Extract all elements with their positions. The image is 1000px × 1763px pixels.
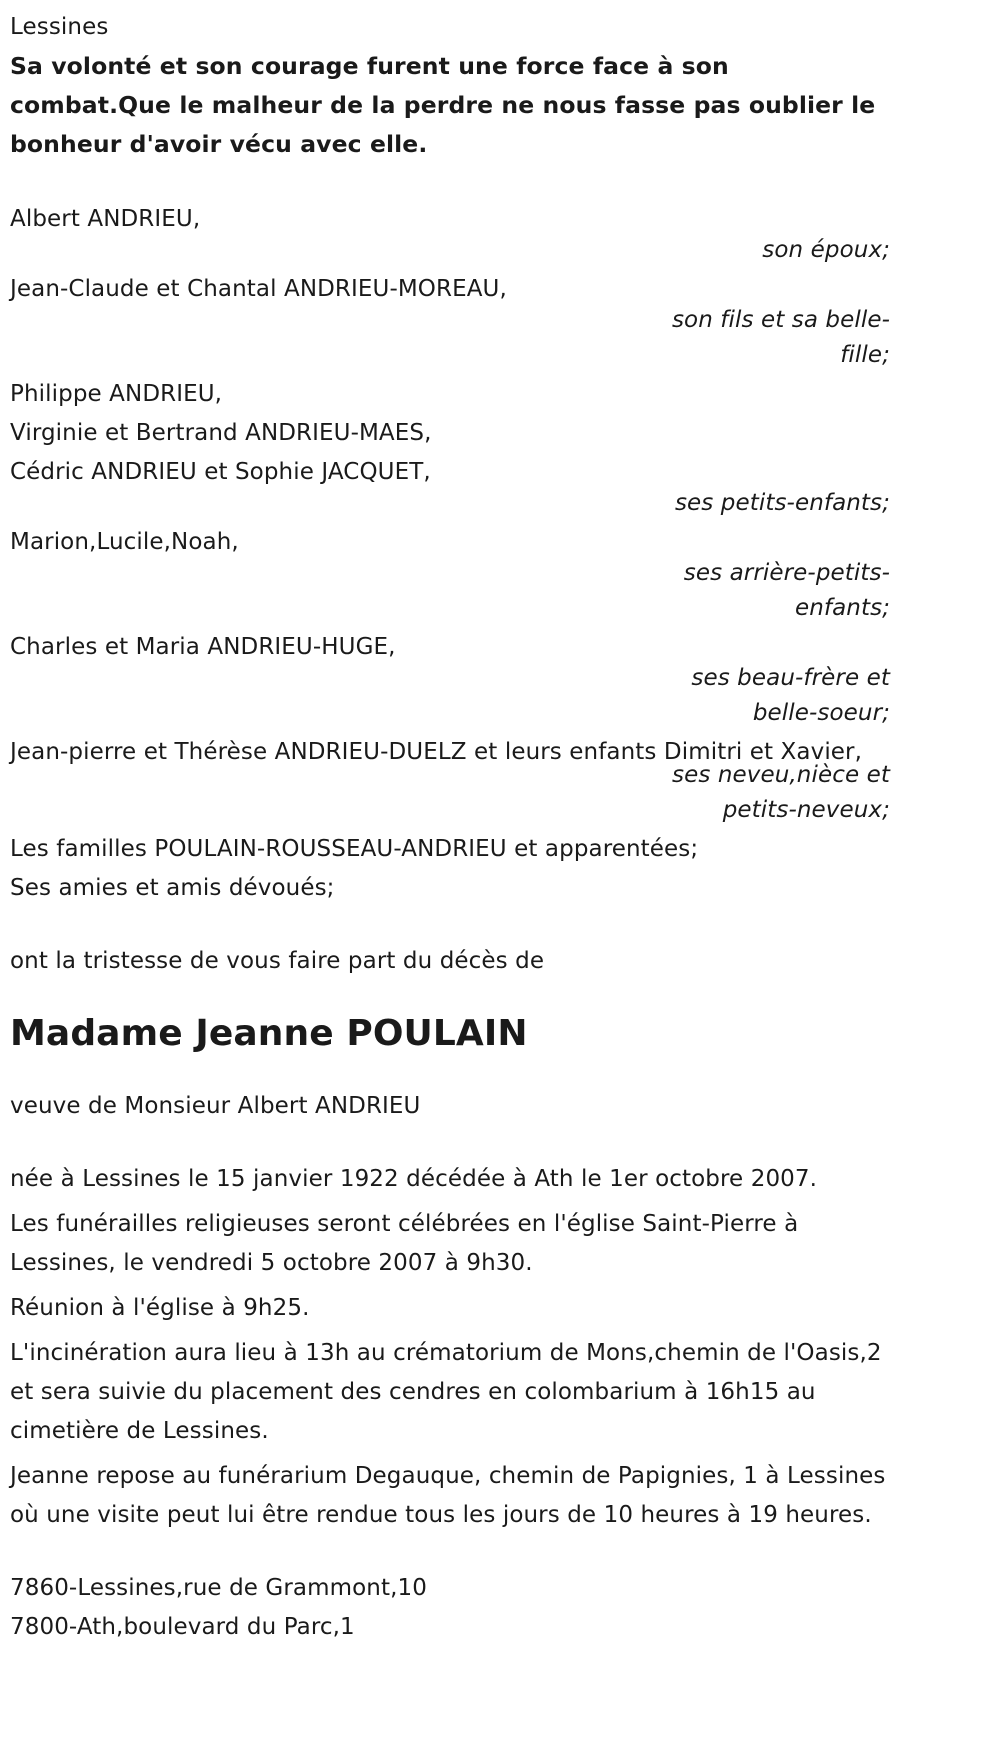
address-line: 7800-Ath,boulevard du Parc,1	[10, 1614, 355, 1640]
location-label: Lessines	[10, 14, 109, 40]
visitation-details: Jeanne repose au funérarium Degauque, chemin de Papignies, 1 à Lessines où une visite peut lui être rendue tous les jours de 10 heures à 19 heures.	[10, 1463, 886, 1528]
family-group	[10, 523, 890, 626]
family-group	[10, 200, 890, 268]
deceased-name: Madame Jeanne POULAIN	[10, 1013, 528, 1054]
family-member: Jean-pierre et Thérèse ANDRIEU-DUELZ et leurs enfants Dimitri et Xavier,	[10, 739, 863, 765]
funeral-details: Les funérailles religieuses seront célébrées en l'église Saint-Pierre à Lessines, le vendredi 5 octobre 2007 à 9h30.	[10, 1211, 799, 1276]
memorial-quote: Sa volonté et son courage furent une force face à son combat.Que le malheur de la perdre ne nous fasse pas oublier le bonheur d'avoir vécu avec elle.	[10, 52, 876, 158]
family-relation: ses arrière-petits-enfants;	[683, 560, 890, 621]
birth-death-details: née à Lessines le 15 janvier 1922 décédée à Ath le 1er octobre 2007.	[10, 1166, 818, 1192]
family-group	[10, 375, 890, 521]
family-group	[10, 270, 890, 373]
family-member: Virginie et Bertrand ANDRIEU-MAES,	[10, 420, 432, 446]
family-member: Philippe ANDRIEU,	[10, 381, 223, 407]
family-group	[10, 733, 890, 828]
family-member: Cédric ANDRIEU et Sophie JACQUET,	[10, 459, 431, 485]
announcement-text: ont la tristesse de vous faire part du décès de	[10, 948, 545, 974]
address-line: 7860-Lessines,rue de Grammont,10	[10, 1575, 427, 1601]
family-group	[10, 628, 890, 731]
family-relation: ses petits-enfants;	[674, 490, 890, 516]
family-member: Albert ANDRIEU,	[10, 206, 201, 232]
family-member: Jean-Claude et Chantal ANDRIEU-MOREAU,	[10, 276, 507, 302]
family-relation: ses neveu,nièce et petits-neveux;	[672, 762, 890, 823]
obituary-text	[10, 8, 890, 1647]
family-member: Charles et Maria ANDRIEU-HUGE,	[10, 634, 396, 660]
extended-family-line: Les familles POULAIN-ROUSSEAU-ANDRIEU et apparentées;	[10, 836, 699, 862]
family-relation: son fils et sa belle-fille;	[671, 307, 890, 368]
family-relation: ses beau-frère et belle-soeur;	[691, 665, 890, 726]
cremation-details: L'incinération aura lieu à 13h au crématorium de Mons,chemin de l'Oasis,2 et sera suivie du placement des cendres en colombarium à 16h15 au cimetière de Lessines.	[10, 1340, 882, 1444]
meeting-details: Réunion à l'église à 9h25.	[10, 1295, 310, 1321]
family-member: Marion,Lucile,Noah,	[10, 529, 239, 555]
widow-of-text: veuve de Monsieur Albert ANDRIEU	[10, 1093, 421, 1119]
extended-family-line: Ses amies et amis dévoués;	[10, 875, 335, 901]
family-relation: son époux;	[762, 237, 890, 263]
